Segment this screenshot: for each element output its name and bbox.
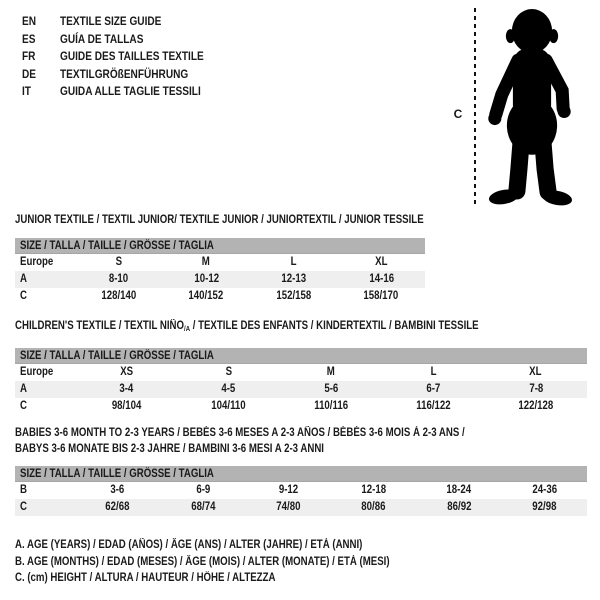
section-title-text: CHILDREN'S TEXTILE / TEXTIL $NIÑO_{/A}$ / TEXTILE DES ENFANTS / KINDERTEXTIL / BAMBINI TESSILE: [15, 320, 479, 334]
table-cell: [280, 381, 382, 398]
row-label-text: C: [20, 290, 27, 302]
table-cell: [163, 271, 251, 288]
table-cell: [160, 482, 245, 499]
table-cell: [338, 288, 426, 305]
row-label: [15, 398, 75, 415]
language-code-text: DE: [22, 66, 37, 81]
language-row: [22, 48, 231, 66]
section-title: [15, 320, 587, 336]
language-code: [22, 66, 60, 84]
language-code-text: EN: [22, 14, 37, 28]
table-cell: [75, 364, 177, 381]
table-cell: [250, 254, 338, 271]
table-cell-text: 80/86: [361, 501, 386, 513]
language-code: [22, 13, 60, 31]
language-label: GUIDE DES TAILLES TEXTILE: [60, 49, 204, 63]
table-row: [15, 254, 425, 271]
row-label: [15, 254, 75, 271]
table-cell-text: 7-8: [528, 383, 543, 396]
table-cell: [338, 271, 426, 288]
row-label: [15, 381, 75, 398]
table-cell: [331, 482, 416, 499]
row-label: [15, 482, 75, 499]
table-cell-text: 140/152: [188, 290, 224, 302]
language-list: [22, 13, 231, 101]
table-cell-text: 18-24: [446, 484, 472, 496]
footnote-line: [15, 570, 461, 587]
table-cell-text: 4-5: [221, 383, 236, 396]
table-cell-text: 3-6: [110, 484, 125, 496]
table-cell-text: 12-18: [361, 484, 387, 496]
section-title: [15, 425, 587, 457]
table-cell: [246, 482, 331, 499]
row-label: [15, 499, 75, 516]
language-code: [22, 31, 60, 49]
table-rows: [15, 254, 425, 305]
section-title-text: BABIES 3-6 MONTH TO 2-3 YEARS / BEBÉS 3-6 MESES A 2-3 AÑOS / BÉBÉS 3-6 MOIS À 2-3 ANS /: [15, 427, 465, 439]
table-row: [15, 398, 587, 415]
language-code-text: ES: [22, 31, 36, 46]
table-cell-text: S: [115, 256, 122, 268]
table-rows: [15, 364, 587, 415]
size-header-band: [15, 348, 587, 364]
language-label: GUIDA ALLE TAGLIE TESSILI: [60, 84, 201, 98]
table-row: [15, 364, 587, 381]
table-cell-text: 152/158: [276, 290, 312, 302]
language-label: TEXTILE SIZE GUIDE: [60, 14, 162, 28]
table-cell: [382, 398, 484, 415]
table-cell: [75, 398, 177, 415]
footnote-line: [15, 537, 461, 554]
table-cell: [280, 398, 382, 415]
table-cell: [160, 499, 245, 516]
language-code: [22, 48, 60, 66]
table-cell: [75, 288, 163, 305]
table-cell-text: 5-6: [324, 383, 338, 396]
table-cell: [502, 499, 587, 516]
table-cell: [177, 364, 279, 381]
language-row: [22, 31, 231, 49]
table-cell: [485, 364, 587, 381]
section-title-line: [15, 441, 587, 457]
table-row: [15, 499, 587, 516]
table-cell-text: 12-13: [281, 273, 307, 285]
table-cell-text: 10-12: [193, 273, 219, 285]
table-cell-text: 122/128: [518, 400, 554, 413]
language-label: GUÍA DE TALLAS: [60, 31, 144, 46]
section-title-line: [15, 320, 587, 336]
table-cell-text: 158/170: [363, 290, 399, 302]
row-label: [15, 271, 75, 288]
table-cell-text: 110/116: [314, 400, 348, 413]
table-row: [15, 482, 587, 499]
section-title-line: [15, 214, 501, 227]
footnote-text: B. AGE (MONTHS) / EDAD (MESES) / ÂGE (MOIS) / ALTER (MONATE) / ETÀ (MESI): [15, 555, 390, 568]
size-header-band: [15, 466, 587, 482]
table-cell: [416, 499, 501, 516]
size-header-label: SIZE / TALLA / TAILLE / GRÖSSE / TAGLIA: [20, 239, 214, 252]
row-label-text: C: [20, 400, 27, 413]
table-cell: [177, 381, 279, 398]
table-cell: [246, 499, 331, 516]
table-cell-text: 6-7: [426, 383, 441, 396]
language-row: [22, 83, 231, 101]
section-title: [15, 214, 501, 227]
table-cell: [382, 364, 484, 381]
section-title-line: [15, 425, 587, 441]
footnote-text: C. (cm) HEIGHT / ALTURA / HAUTEUR / HÖHE / ALTEZZA: [15, 572, 276, 584]
table-cell-text: M: [202, 256, 211, 268]
table-row: [15, 271, 425, 288]
table-cell-text: 68/74: [190, 501, 216, 513]
table-cell: [280, 364, 382, 381]
table-cell-text: 8-10: [109, 273, 129, 285]
row-label-text: A: [20, 273, 27, 285]
table-cell-text: XS: [119, 366, 133, 379]
row-label-text: A: [20, 383, 27, 396]
table-cell-text: 104/110: [211, 400, 246, 413]
table-cell-text: L: [430, 366, 437, 379]
section-babies-textile: [15, 425, 587, 516]
table-rows: [15, 482, 587, 516]
footnote-legend: [15, 537, 461, 587]
table-cell: [382, 381, 484, 398]
language-code-text: FR: [22, 49, 36, 63]
table-cell-text: XL: [529, 366, 542, 379]
table-cell: [75, 254, 163, 271]
table-cell: [250, 271, 338, 288]
table-cell: [163, 288, 251, 305]
table-cell-text: 62/68: [105, 501, 130, 513]
table-cell-text: 116/122: [416, 400, 451, 413]
table-row: [15, 381, 587, 398]
table-cell-text: 86/92: [446, 501, 472, 513]
language-code-text: IT: [22, 84, 31, 98]
table-cell: [75, 499, 160, 516]
table-cell-text: 14-16: [368, 273, 394, 285]
toddler-silhouette-icon: [481, 8, 583, 209]
language-row: [22, 13, 231, 31]
table-cell-text: 9-12: [278, 484, 298, 496]
table-cell-text: M: [326, 366, 336, 379]
row-label-text: C: [20, 501, 27, 513]
section-title-subscript: /A: [184, 325, 191, 334]
table-cell-text: XL: [375, 256, 388, 268]
table-cell: [250, 288, 338, 305]
row-label: [15, 288, 75, 305]
table-row: [15, 288, 425, 305]
footnote-line: [15, 554, 461, 571]
language-row: [22, 66, 231, 84]
table-cell: [502, 482, 587, 499]
size-header-label: SIZE / TALLA / TAILLE / GRÖSSE / TAGLIA: [20, 467, 214, 480]
table-cell-text: 128/140: [101, 290, 137, 302]
footnote-text: A. AGE (YEARS) / EDAD (AÑOS) / ÂGE (ANS) / ALTER (JAHRE) / ETÀ (ANNI): [15, 539, 363, 551]
language-code: [22, 83, 60, 101]
table-cell-text: 98/104: [111, 400, 141, 413]
table-cell-text: L: [290, 256, 297, 268]
table-cell: [416, 482, 501, 499]
table-cell: [485, 398, 587, 415]
language-label: TEXTILGRÖßENFÜHRUNG: [60, 66, 189, 81]
table-cell: [338, 254, 426, 271]
table-cell: [75, 482, 160, 499]
row-label-text: Europe: [20, 366, 54, 379]
table-cell: [163, 254, 251, 271]
size-header-band: [15, 238, 425, 254]
table-cell: [331, 499, 416, 516]
table-cell: [75, 381, 177, 398]
table-cell: [75, 271, 163, 288]
table-cell: [177, 398, 279, 415]
height-measure-label: C: [453, 107, 463, 121]
table-cell-text: 92/98: [532, 501, 557, 513]
section-junior-textile: [15, 214, 501, 305]
table-cell-text: S: [225, 366, 232, 379]
height-measure-line: [474, 8, 476, 206]
section-title-text: JUNIOR TEXTILE / TEXTIL JUNIOR/ TEXTILE JUNIOR / JUNIORTEXTIL / JUNIOR TESSILE: [15, 214, 424, 226]
table-cell: [485, 381, 587, 398]
table-cell-text: 74/80: [276, 501, 301, 513]
section-title-text: BABYS 3-6 MONATE BIS 2-3 JAHRE / BAMBINI 3-6 MESI A 2-3 ANNI: [15, 443, 324, 455]
size-header-label: SIZE / TALLA / TAILLE / GRÖSSE / TAGLIA: [20, 349, 214, 362]
row-label-text: Europe: [20, 256, 54, 268]
table-cell-text: 6-9: [196, 484, 210, 496]
table-cell-text: 3-4: [119, 383, 134, 396]
row-label: [15, 364, 75, 381]
table-cell-text: 24-36: [531, 484, 557, 496]
row-label-text: B: [20, 484, 27, 496]
size-table-children: [15, 348, 587, 415]
size-table-babies: [15, 466, 587, 516]
size-table-junior: [15, 238, 425, 305]
section-children-textile: [15, 320, 587, 415]
